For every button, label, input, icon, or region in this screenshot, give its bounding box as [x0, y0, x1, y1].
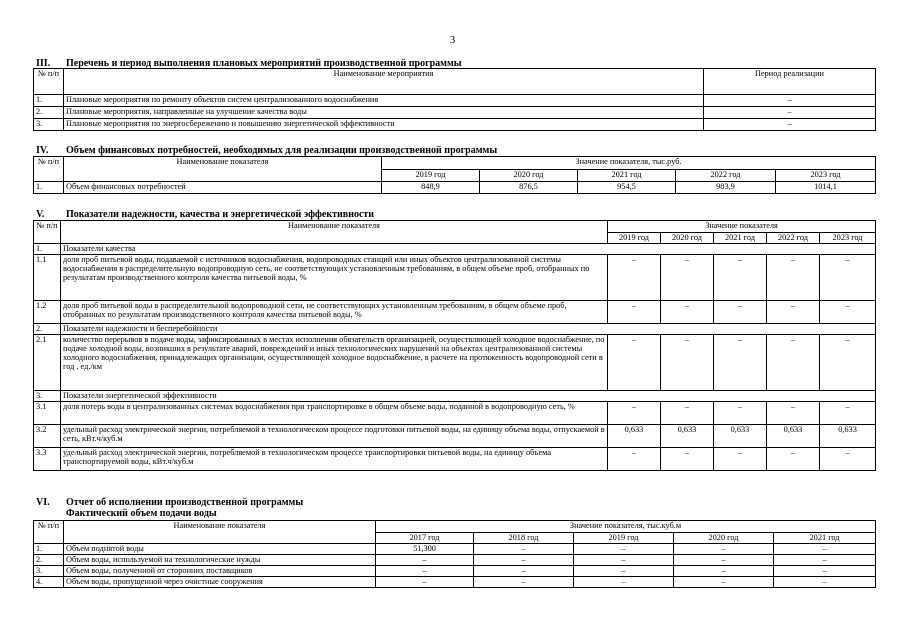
section-3-header-row: [34, 69, 876, 95]
section-5-header-row: [34, 221, 876, 233]
row-value: –: [661, 301, 714, 324]
row-no: 3.2: [34, 425, 61, 448]
row-no: 1.1: [34, 255, 61, 301]
row-value: 0,633: [714, 425, 767, 448]
hdr-value: Значение показателя: [608, 221, 876, 233]
row-value: –: [714, 255, 767, 301]
table-row: [34, 335, 876, 391]
row-name: удельный расход электрической энергии, потребляемой в технологическом процессе подготовки питьевой воды, на единицу объема воды, отпускаемой в сеть, кВт.ч/куб.м: [61, 425, 608, 448]
section-6-title: Отчет об исполнении производственной программы: [66, 497, 304, 508]
row-value: –: [820, 448, 876, 471]
row-value: –: [774, 566, 876, 577]
year-header: 2021 год: [714, 233, 767, 244]
year-header: 2021 год: [774, 533, 876, 544]
row-value: –: [376, 555, 474, 566]
row-period: –: [704, 95, 876, 107]
row-value: –: [376, 566, 474, 577]
year-header: 2023 год: [776, 170, 876, 182]
row-value: –: [574, 544, 674, 555]
row-no: 1.: [34, 544, 64, 555]
row-name: Объем воды, используемой на технологические нужды: [64, 555, 376, 566]
hdr-name: Наименование показателя: [64, 521, 376, 544]
row-value: –: [774, 577, 876, 588]
row-period: –: [704, 119, 876, 131]
table-row: [34, 119, 876, 131]
section-4-header-row: [34, 157, 876, 170]
section-5-table: [33, 220, 876, 471]
row-value: –: [674, 555, 774, 566]
table-row: [34, 107, 876, 119]
row-name: Объем воды, пропущенной через очистные сооружения: [64, 577, 376, 588]
page-number: 3: [449, 34, 456, 46]
row-value: –: [674, 566, 774, 577]
table-row: [34, 182, 876, 194]
row-value: –: [474, 577, 574, 588]
row-value: –: [714, 448, 767, 471]
row-name: Объем поднятой воды: [64, 544, 376, 555]
row-name: доля проб питьевой воды, подаваемой с источников водоснабжения, водопроводных станций или иных объектов централизованной системы водоснабжения в распределительную водопроводную сеть, не соответствующих установленным требованиям, в общем объеме проб, отобранных по результатам производственного контроля качества питьевой воды, %: [61, 255, 608, 301]
section-5-number: V.: [36, 209, 45, 220]
hdr-no: № п/п: [34, 69, 64, 95]
row-value: –: [714, 402, 767, 425]
row-value: –: [820, 255, 876, 301]
row-no: 3.1: [34, 402, 61, 425]
row-group-name: Показатели надежности и бесперебойности: [61, 324, 876, 335]
section-6-number: VI.: [36, 497, 50, 508]
row-value: 51,300: [376, 544, 474, 555]
section-5-title: Показатели надежности, качества и энергетической эффективности: [66, 209, 375, 220]
row-value: –: [608, 402, 661, 425]
row-value: –: [376, 577, 474, 588]
hdr-value: Значение показателя, тыс.куб.м: [376, 521, 876, 533]
year-header: 2020 год: [674, 533, 774, 544]
row-value: –: [714, 301, 767, 324]
row-value: –: [767, 301, 820, 324]
row-group-name: Показатели энергетической эффективности: [61, 391, 876, 402]
section-6-heading: [36, 497, 303, 508]
row-value: –: [674, 577, 774, 588]
row-value: –: [474, 555, 574, 566]
row-name: доля проб питьевой воды в распределительной водопроводной сети, не соответствующих установленным требованиям, в общем объеме проб, отобранных по результатам производственного контроля качества питьевой воды, %: [61, 301, 608, 324]
table-row: [34, 95, 876, 107]
table-row: [34, 301, 876, 324]
hdr-no: № п/п: [34, 221, 61, 244]
row-value: –: [820, 402, 876, 425]
hdr-no: № п/п: [34, 521, 64, 544]
hdr-value: Значение показателя, тыс.руб.: [382, 157, 876, 170]
row-name: доля потерь воды в централизованных системах водоснабжения при транспортировке в общем объеме воды, поданной в водопроводную сеть, %: [61, 402, 608, 425]
row-no: 4.: [34, 577, 64, 588]
year-header: 2020 год: [480, 170, 578, 182]
year-header: 2019 год: [574, 533, 674, 544]
row-value: 876,5: [480, 182, 578, 194]
table-row: [34, 544, 876, 555]
row-value: –: [608, 448, 661, 471]
row-value: –: [774, 555, 876, 566]
row-value: –: [661, 402, 714, 425]
section-6-subtitle: Фактический объем подачи воды: [66, 508, 217, 519]
table-row: [34, 448, 876, 471]
row-value: 1014,1: [776, 182, 876, 194]
year-header: 2019 год: [608, 233, 661, 244]
hdr-no: № п/п: [34, 157, 64, 182]
row-no: 3.3: [34, 448, 61, 471]
row-value: 848,9: [382, 182, 480, 194]
row-value: –: [661, 255, 714, 301]
row-no: 1.: [34, 244, 61, 255]
row-name: Плановые мероприятия по ремонту объектов систем централизованного водоснабжения: [64, 95, 704, 107]
row-no: 3.: [34, 566, 64, 577]
section-4-table: [33, 156, 876, 194]
row-value: –: [608, 335, 661, 391]
row-no: 2.1: [34, 335, 61, 391]
row-value: –: [474, 566, 574, 577]
section-5-heading: [36, 209, 374, 220]
row-no: 2.: [34, 555, 64, 566]
hdr-name: Наименование показателя: [61, 221, 608, 244]
section-3-table: [33, 68, 876, 131]
section-4-title: Объем финансовых потребностей, необходимых для реализации производственной программы: [66, 145, 498, 156]
year-header: 2022 год: [767, 233, 820, 244]
year-header: 2019 год: [382, 170, 480, 182]
row-value: –: [661, 448, 714, 471]
section-4-number: IV.: [36, 145, 49, 156]
row-name: Объем воды, полученной от сторонних поставщиков: [64, 566, 376, 577]
row-value: 0,633: [767, 425, 820, 448]
row-value: 983,9: [676, 182, 776, 194]
row-value: –: [820, 301, 876, 324]
row-value: –: [714, 335, 767, 391]
row-value: –: [574, 577, 674, 588]
row-period: –: [704, 107, 876, 119]
row-value: –: [820, 335, 876, 391]
section-6-header-row: [34, 521, 876, 533]
year-header: 2023 год: [820, 233, 876, 244]
row-no: 1.: [34, 182, 64, 194]
section-3-title: Перечень и период выполнения плановых мероприятий производственной программы: [66, 58, 462, 69]
row-no: 3.: [34, 391, 61, 402]
row-name: Объем финансовых потребностей: [64, 182, 382, 194]
row-value: –: [774, 544, 876, 555]
row-value: –: [767, 255, 820, 301]
row-no: 3.: [34, 119, 64, 131]
section-3-number: III.: [36, 58, 51, 69]
row-value: –: [608, 301, 661, 324]
row-value: –: [674, 544, 774, 555]
table-row: [34, 425, 876, 448]
row-name: Плановые мероприятия по энергосбережению и повышению энергетической эффективности: [64, 119, 704, 131]
row-value: –: [574, 566, 674, 577]
hdr-name: Наименование показателя: [64, 157, 382, 182]
row-value: 954,5: [578, 182, 676, 194]
year-header: 2020 год: [661, 233, 714, 244]
row-no: 2.: [34, 107, 64, 119]
row-value: –: [767, 448, 820, 471]
year-header: 2021 год: [578, 170, 676, 182]
table-row: [34, 324, 876, 335]
hdr-name: Наименование мероприятия: [64, 69, 704, 95]
row-value: –: [767, 335, 820, 391]
row-name: Плановые мероприятия, направленные на улучшение качества воды: [64, 107, 704, 119]
year-header: 2018 год: [474, 533, 574, 544]
row-value: –: [661, 335, 714, 391]
row-value: 0,633: [608, 425, 661, 448]
row-name: количество перерывов в подаче воды, зафиксированных в местах исполнения обязательств организацией, осуществляющей холодное водоснабжение, по подаче холодной воды, возникших в результате аварий, повреждений и иных технологических нарушений на объектах централизованной системы холодного водоснабжения, принадлежащих организации, осуществляющей холодное водоснабжение, в расчете на протяженность водопроводной сети в год , ед./км: [61, 335, 608, 391]
row-no: 1.: [34, 95, 64, 107]
row-name: удельный расход электрической энергии, потребляемой в технологическом процессе транспортировки питьевой воды, на единицу объема транспортируемой воды, кВт.ч/куб.м: [61, 448, 608, 471]
row-no: 2.: [34, 324, 61, 335]
table-row: [34, 244, 876, 255]
year-header: 2017 год: [376, 533, 474, 544]
row-value: 0,633: [661, 425, 714, 448]
row-no: 1.2: [34, 301, 61, 324]
table-row: [34, 255, 876, 301]
table-row: [34, 577, 876, 588]
year-header: 2022 год: [676, 170, 776, 182]
table-row: [34, 402, 876, 425]
hdr-period: Период реализации: [704, 69, 876, 95]
row-value: –: [608, 255, 661, 301]
row-value: 0,633: [820, 425, 876, 448]
section-6-table: [33, 520, 876, 588]
section-4-heading: [36, 145, 497, 156]
row-group-name: Показатели качества: [61, 244, 876, 255]
table-row: [34, 566, 876, 577]
table-row: [34, 555, 876, 566]
row-value: –: [474, 544, 574, 555]
row-value: –: [767, 402, 820, 425]
row-value: –: [574, 555, 674, 566]
table-row: [34, 391, 876, 402]
